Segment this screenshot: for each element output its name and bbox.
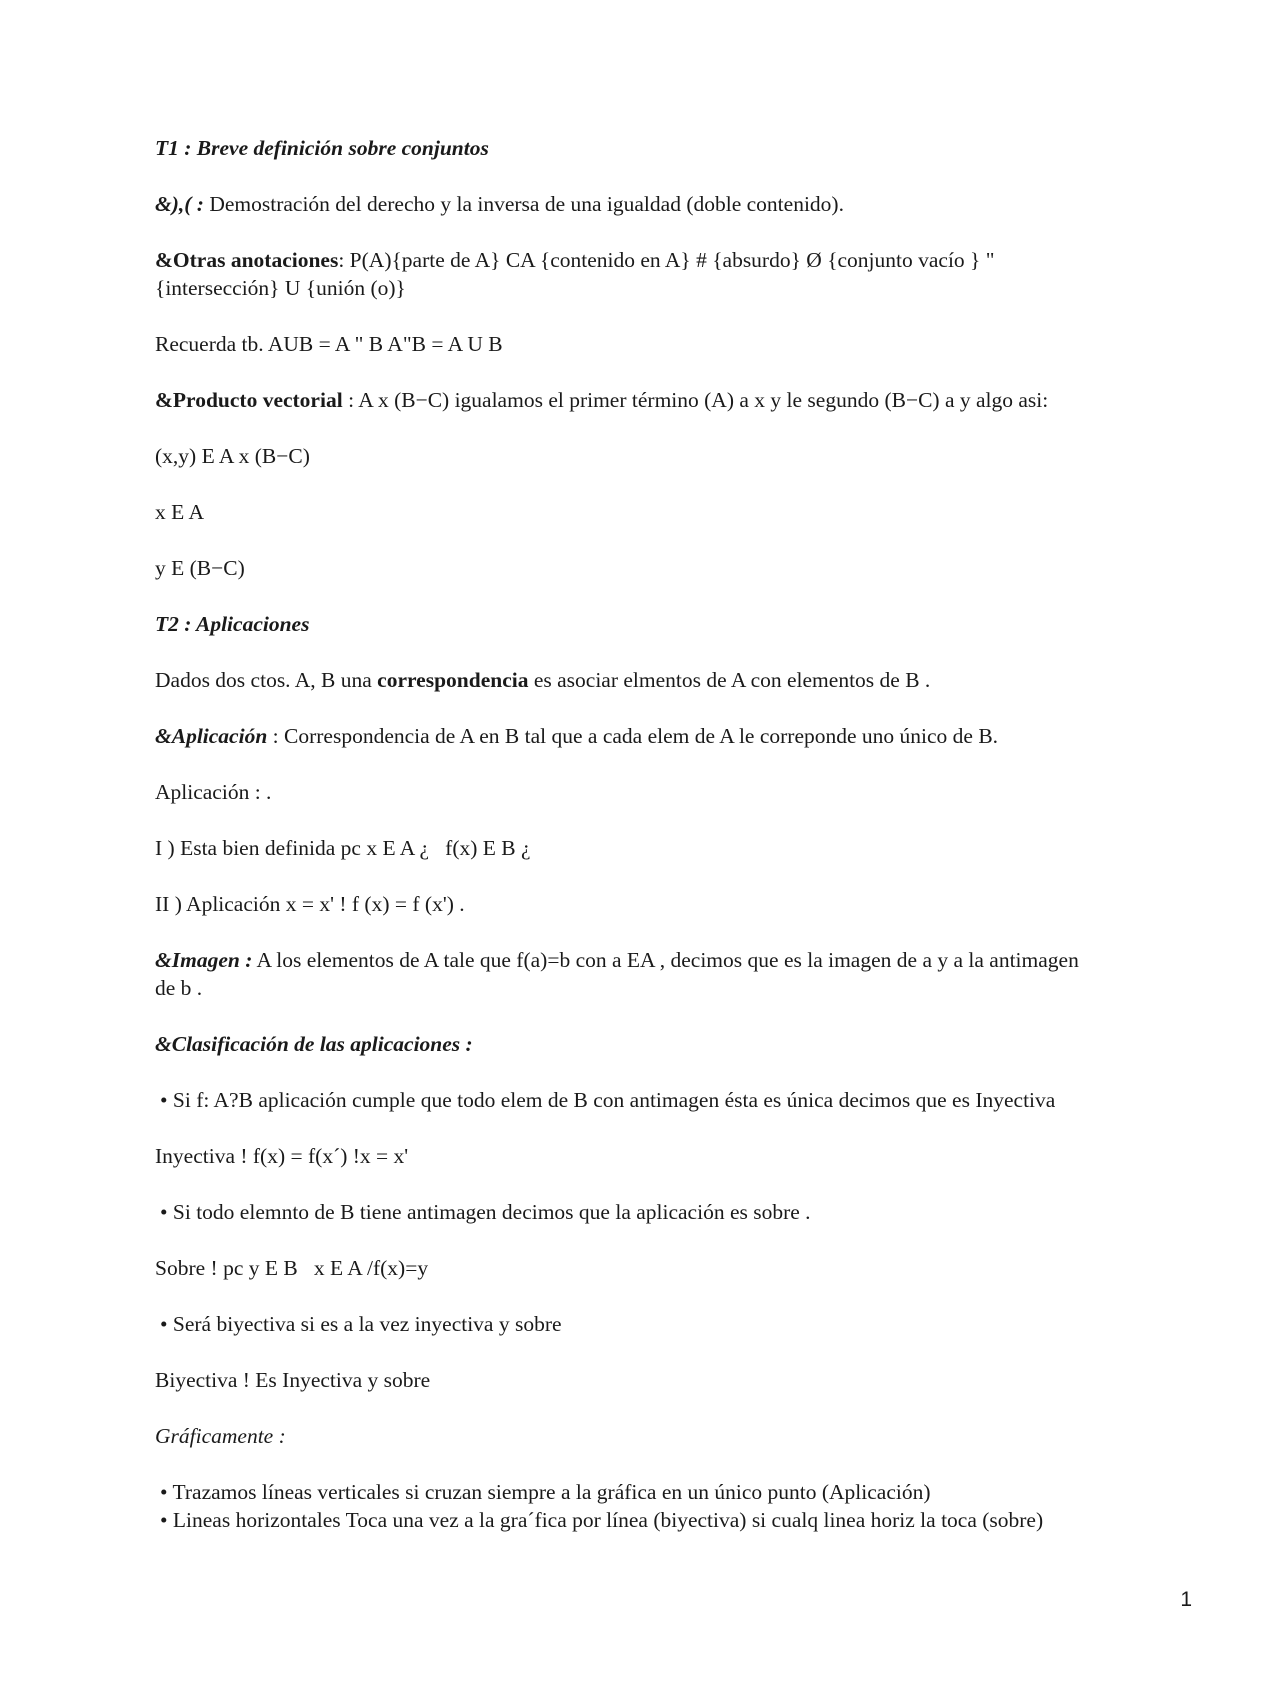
aplicacion-paragraph	[155, 722, 998, 750]
t1-heading: T1 : Breve definición sobre conjuntos	[155, 136, 489, 160]
graficamente-heading: Gráficamente :	[155, 1424, 286, 1448]
bullet-item: • Si f: A?B aplicación cumple que todo elem de B con antimagen ésta es única decimos que es Inyectiva	[160, 1088, 1056, 1112]
equation-line: (x,y) E A x (B−C)	[155, 444, 310, 468]
aplicacion-line: Aplicación : .	[155, 780, 272, 804]
imagen-continuation: de b .	[155, 976, 203, 1000]
demo-text: Demostración del derecho y la inversa de una igualdad (doble contenido).	[203, 192, 844, 216]
t2-heading: T2 : Aplicaciones	[155, 612, 310, 636]
producto-paragraph	[155, 386, 1048, 414]
dados-bold: correspondencia	[377, 668, 529, 692]
page-number: 1	[1180, 1588, 1192, 1611]
equation-line: y E (B−C)	[155, 556, 245, 580]
dados-paragraph	[155, 666, 930, 694]
otras-continuation: {intersección} U {unión (o)}	[155, 276, 406, 300]
imagen-text: A los elementos de A tale que f(a)=b con a EA , decimos que es la imagen de a y a la antimagen	[252, 948, 1079, 972]
otras-label: &Otras anotaciones	[155, 248, 339, 272]
equation-line: x E A	[155, 500, 204, 524]
bullet-item: • Será biyectiva si es a la vez inyectiva y sobre	[160, 1312, 562, 1336]
condition-line: II ) Aplicación x = x' ! f (x) = f (x') .	[155, 892, 465, 916]
otras-text: : P(A){parte de A} CA {contenido en A} # {absurdo} Ø {conjunto vacío } "	[338, 248, 995, 272]
otras-paragraph	[155, 246, 995, 274]
producto-text: : A x (B−C) igualamos el primer término (A) a x y le segundo (B−C) a y algo asi:	[342, 388, 1049, 412]
producto-label: &Producto vectorial	[155, 388, 343, 412]
clasificacion-heading: &Clasificación de las aplicaciones :	[155, 1032, 473, 1056]
demo-paragraph	[155, 190, 844, 218]
definition-line: Sobre ! pc y E B x E A /f(x)=y	[155, 1256, 429, 1280]
bullet-item: • Trazamos líneas verticales si cruzan siempre a la gráfica en un único punto (Aplicación)	[160, 1480, 931, 1504]
aplicacion-text: : Correspondencia de A en B tal que a cada elem de A le correponde uno único de B.	[267, 724, 999, 748]
aplicacion-label: &Aplicación	[155, 724, 268, 748]
recuerda-line: Recuerda tb. AUB = A " B A"B = A U B	[155, 332, 503, 356]
demo-marker: &),( :	[155, 192, 204, 216]
imagen-paragraph	[155, 946, 1079, 974]
dados-pre: Dados dos ctos. A, B una	[155, 668, 378, 692]
dados-post: es asociar elmentos de A con elementos de B .	[528, 668, 931, 692]
definition-line: Biyectiva ! Es Inyectiva y sobre	[155, 1368, 431, 1392]
imagen-label: &Imagen :	[155, 948, 253, 972]
bullet-item: • Lineas horizontales Toca una vez a la gra´fica por línea (biyectiva) si cualq linea horiz la toca (sobre)	[160, 1508, 1044, 1532]
definition-line: Inyectiva ! f(x) = f(x´) !x = x'	[155, 1144, 409, 1168]
bullet-item: • Si todo elemnto de B tiene antimagen decimos que la aplicación es sobre .	[160, 1200, 811, 1224]
condition-line: I ) Esta bien definida pc x E A ¿ f(x) E B ¿	[155, 836, 531, 860]
